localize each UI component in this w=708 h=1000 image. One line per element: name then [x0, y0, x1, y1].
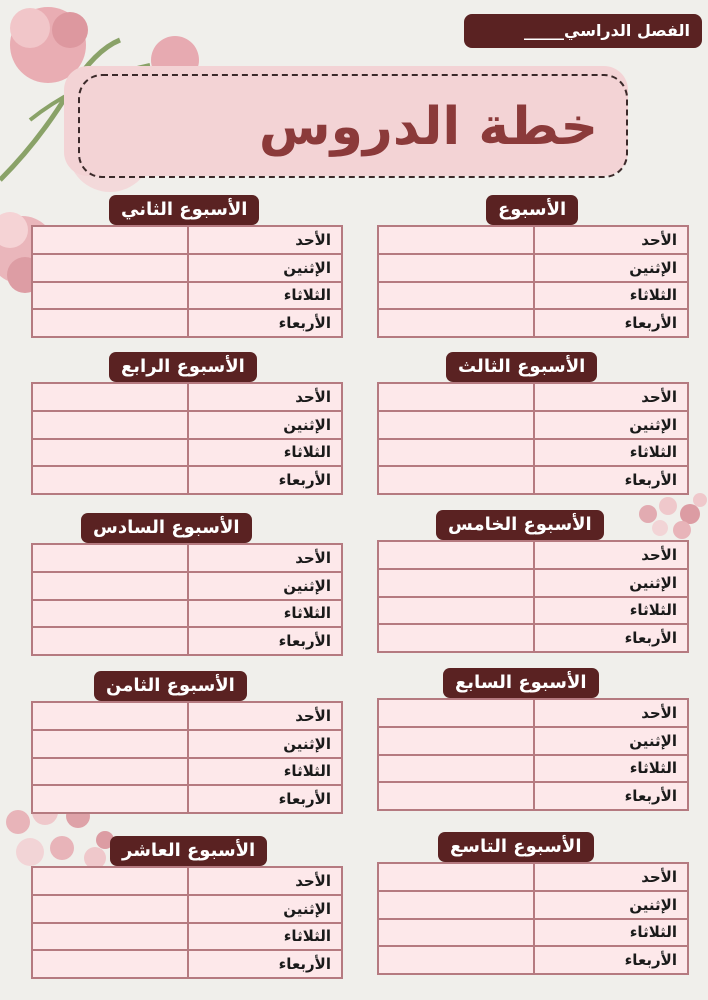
day-label: الثلاثاء — [187, 601, 341, 627]
day-label: الأربعاء — [187, 628, 341, 654]
lesson-cell[interactable] — [33, 896, 187, 922]
table-row — [379, 918, 687, 946]
week-table-7 — [377, 698, 689, 811]
page-title: خطة الدروس — [258, 97, 598, 157]
day-label: الأحد — [533, 864, 687, 890]
day-label: الأحد — [187, 384, 341, 410]
lesson-cell[interactable] — [33, 759, 187, 785]
table-row — [33, 465, 341, 493]
table-row — [379, 945, 687, 973]
table-row — [379, 438, 687, 466]
lesson-cell[interactable] — [33, 951, 187, 977]
day-label: الإثنين — [187, 412, 341, 438]
lesson-cell[interactable] — [33, 628, 187, 654]
table-row — [33, 626, 341, 654]
lesson-cell[interactable] — [33, 467, 187, 493]
week-table-5 — [377, 540, 689, 653]
table-row — [379, 308, 687, 336]
day-label: الأحد — [187, 545, 341, 571]
week-label-4: الأسبوع الرابع — [109, 352, 257, 382]
day-label: الإثنين — [187, 731, 341, 757]
lesson-cell[interactable] — [33, 412, 187, 438]
lesson-cell[interactable] — [379, 283, 533, 309]
table-row — [379, 568, 687, 596]
table-row — [33, 227, 341, 253]
lesson-cell[interactable] — [379, 864, 533, 890]
lesson-cell[interactable] — [33, 731, 187, 757]
day-label: الأربعاء — [187, 786, 341, 812]
day-label: الأربعاء — [533, 947, 687, 973]
lesson-cell[interactable] — [379, 920, 533, 946]
day-label: الأربعاء — [533, 625, 687, 651]
day-label: الأربعاء — [187, 310, 341, 336]
day-label: الثلاثاء — [533, 283, 687, 309]
week-table-1 — [377, 225, 689, 338]
table-row — [33, 253, 341, 281]
table-row — [379, 864, 687, 890]
lesson-cell[interactable] — [379, 467, 533, 493]
lesson-cell[interactable] — [379, 227, 533, 253]
table-row — [379, 227, 687, 253]
table-row — [379, 623, 687, 651]
day-label: الثلاثاء — [533, 440, 687, 466]
table-row — [33, 410, 341, 438]
week-label-3: الأسبوع الثالث — [446, 352, 597, 382]
lesson-cell[interactable] — [379, 728, 533, 754]
table-row — [379, 253, 687, 281]
week-label-2: الأسبوع الثاني — [109, 195, 259, 225]
day-label: الإثنين — [533, 892, 687, 918]
day-label: الأربعاء — [533, 783, 687, 809]
lesson-cell[interactable] — [379, 310, 533, 336]
lesson-cell[interactable] — [379, 255, 533, 281]
table-row — [33, 784, 341, 812]
lesson-cell[interactable] — [379, 892, 533, 918]
day-label: الثلاثاء — [533, 598, 687, 624]
table-row — [33, 868, 341, 894]
day-label: الأربعاء — [533, 467, 687, 493]
day-label: الثلاثاء — [533, 756, 687, 782]
table-row — [379, 781, 687, 809]
lesson-cell[interactable] — [33, 310, 187, 336]
day-label: الأحد — [533, 384, 687, 410]
lesson-cell[interactable] — [33, 601, 187, 627]
table-row — [379, 890, 687, 918]
table-row — [379, 596, 687, 624]
table-row — [379, 726, 687, 754]
lesson-cell[interactable] — [33, 703, 187, 729]
lesson-cell[interactable] — [33, 545, 187, 571]
day-label: الأحد — [187, 227, 341, 253]
week-label-7: الأسبوع السابع — [443, 668, 599, 698]
lesson-cell[interactable] — [379, 625, 533, 651]
day-label: الإثنين — [187, 255, 341, 281]
lesson-cell[interactable] — [33, 227, 187, 253]
day-label: الأحد — [187, 703, 341, 729]
lesson-cell[interactable] — [33, 384, 187, 410]
day-label: الإثنين — [533, 570, 687, 596]
table-row — [379, 281, 687, 309]
day-label: الأربعاء — [187, 951, 341, 977]
semester-label: الفصل الدراسي_____ — [464, 14, 702, 48]
lesson-cell[interactable] — [379, 542, 533, 568]
week-label-1: الأسبوع — [486, 195, 578, 225]
week-table-8 — [31, 701, 343, 814]
week-label-9: الأسبوع التاسع — [438, 832, 594, 862]
lesson-cell[interactable] — [379, 947, 533, 973]
week-label-5: الأسبوع الخامس — [436, 510, 604, 540]
table-row — [33, 949, 341, 977]
week-table-9 — [377, 862, 689, 975]
week-table-6 — [31, 543, 343, 656]
lesson-cell[interactable] — [33, 573, 187, 599]
table-row — [33, 703, 341, 729]
day-label: الإثنين — [533, 412, 687, 438]
table-row — [33, 281, 341, 309]
table-row — [33, 729, 341, 757]
table-row — [379, 384, 687, 410]
table-row — [33, 922, 341, 950]
week-table-10 — [31, 866, 343, 979]
week-label-6: الأسبوع السادس — [81, 513, 252, 543]
lesson-cell[interactable] — [379, 440, 533, 466]
week-label-10: الأسبوع العاشر — [110, 836, 267, 866]
lesson-cell[interactable] — [379, 700, 533, 726]
lesson-cell[interactable] — [33, 283, 187, 309]
day-label: الإثنين — [187, 573, 341, 599]
day-label: الإثنين — [187, 896, 341, 922]
table-row — [379, 754, 687, 782]
lesson-cell[interactable] — [379, 570, 533, 596]
week-table-3 — [377, 382, 689, 495]
table-row — [379, 410, 687, 438]
day-label: الثلاثاء — [533, 920, 687, 946]
day-label: الأحد — [533, 227, 687, 253]
lesson-cell[interactable] — [379, 756, 533, 782]
lesson-cell[interactable] — [33, 868, 187, 894]
table-row — [33, 308, 341, 336]
day-label: الثلاثاء — [187, 924, 341, 950]
lesson-cell[interactable] — [33, 255, 187, 281]
lesson-cell[interactable] — [379, 384, 533, 410]
lesson-cell[interactable] — [379, 783, 533, 809]
day-label: الثلاثاء — [187, 440, 341, 466]
week-table-4 — [31, 382, 343, 495]
day-label: الأربعاء — [533, 310, 687, 336]
table-row — [33, 894, 341, 922]
lesson-cell[interactable] — [33, 440, 187, 466]
day-label: الأحد — [533, 542, 687, 568]
day-label: الأحد — [187, 868, 341, 894]
day-label: الإثنين — [533, 255, 687, 281]
lesson-cell[interactable] — [379, 598, 533, 624]
table-row — [33, 757, 341, 785]
table-row — [33, 384, 341, 410]
week-label-8: الأسبوع الثامن — [94, 671, 247, 701]
table-row — [379, 465, 687, 493]
day-label: الثلاثاء — [187, 759, 341, 785]
lesson-cell[interactable] — [33, 786, 187, 812]
table-row — [33, 571, 341, 599]
day-label: الأحد — [533, 700, 687, 726]
day-label: الإثنين — [533, 728, 687, 754]
lesson-cell[interactable] — [379, 412, 533, 438]
table-row — [379, 700, 687, 726]
day-label: الثلاثاء — [187, 283, 341, 309]
day-label: الأربعاء — [187, 467, 341, 493]
week-table-2 — [31, 225, 343, 338]
table-row — [33, 545, 341, 571]
table-row — [33, 599, 341, 627]
table-row — [33, 438, 341, 466]
table-row — [379, 542, 687, 568]
lesson-cell[interactable] — [33, 924, 187, 950]
